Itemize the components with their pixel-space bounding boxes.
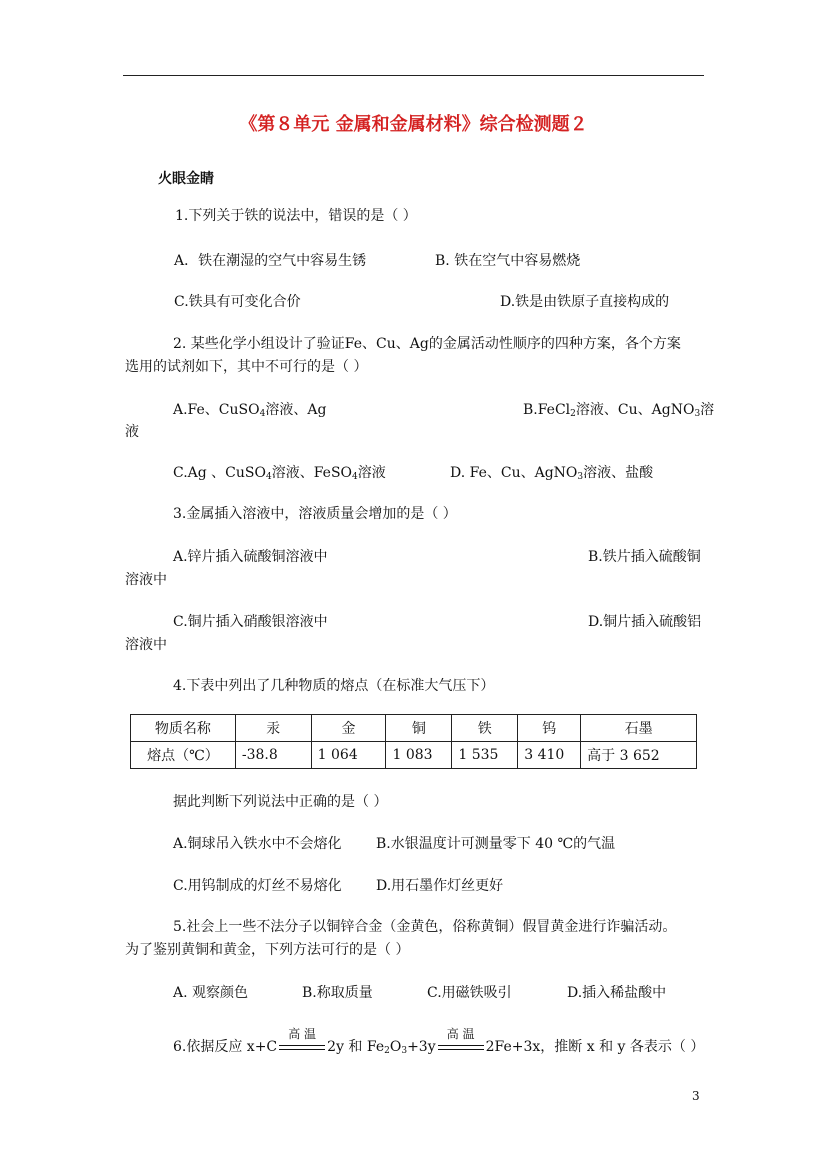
table-header-cell: 物质名称: [131, 715, 236, 742]
table-header-cell: 汞: [235, 715, 311, 742]
q4-option-a: A.铜球吊入铁水中不会熔化: [173, 836, 342, 852]
table-cell: -38.8: [235, 742, 311, 769]
header-rule: [123, 75, 704, 76]
table-cell: 1 064: [311, 742, 386, 769]
table-header-cell: 钨: [518, 715, 581, 742]
page-title: 《第８单元 金属和金属材料》综合检测题２: [239, 114, 588, 135]
q3-stem: 3.金属插入溶液中，溶液质量会增加的是（ ）: [173, 506, 457, 522]
q2-option-a: A.Fe、CuSO$_4$溶液、Ag: [173, 402, 327, 419]
q3-option-b: B.铁片插入硫酸铜: [588, 549, 701, 565]
table-cell: 1 535: [452, 742, 518, 769]
q2-option-d: D. Fe、Cu、AgNO$_3$溶液、盐酸: [450, 465, 654, 482]
table-row-label: 熔点（℃）: [131, 742, 236, 769]
q3-option-c: C.铜片插入硝酸银溶液中: [173, 614, 328, 630]
table-header-cell: 石墨: [581, 715, 697, 742]
reaction-condition-2: 高 温: [436, 1038, 486, 1056]
q4-option-d: D.用石墨作灯丝更好: [376, 878, 504, 894]
q2-option-c: C.Ag 、CuSO$_4$溶液、FeSO$_4$溶液: [173, 465, 386, 482]
table-cell: 3 410: [518, 742, 581, 769]
q2-option-b-wrap: 液: [125, 424, 139, 440]
q5-stem-line2: 为了鉴别黄铜和黄金，下列方法可行的是（ ）: [125, 942, 410, 958]
q2-stem-line1: 2. 某些化学小组设计了验证Fe、Cu、Ag的金属活动性顺序的四种方案，各个方案: [173, 336, 681, 352]
section-heading: 火眼金睛: [158, 171, 214, 187]
reaction-condition-1: 高 温: [277, 1038, 327, 1056]
q1-option-a: A．铁在潮湿的空气中容易生锈: [174, 253, 367, 269]
table-cell: 1 083: [386, 742, 452, 769]
q2-stem-line2: 选用的试剂如下，其中不可行的是（ ）: [125, 359, 368, 375]
q2-option-b: B.FeCl$_2$溶液、Cu、AgNO$_3$溶: [523, 402, 715, 419]
page-number: 3: [692, 1089, 700, 1103]
q5-option-a: A. 观察颜色: [173, 985, 249, 1001]
q1-option-b: B. 铁在空气中容易燃烧: [435, 253, 581, 269]
q3-option-d-wrap: 溶液中: [125, 637, 167, 653]
table-header-cell: 金: [311, 715, 386, 742]
table-header-cell: 铜: [386, 715, 452, 742]
q5-stem-line1: 5.社会上一些不法分子以铜锌合金（金黄色，俗称黄铜）假冒黄金进行诈骗活动。: [173, 919, 677, 935]
q1-option-d: D.铁是由铁原子直接构成的: [500, 294, 670, 310]
q3-option-a: A.锌片插入硫酸铜溶液中: [173, 549, 328, 565]
q5-option-d: D.插入稀盐酸中: [567, 985, 667, 1001]
melting-point-table: [130, 714, 697, 769]
q3-option-d: D.铜片插入硫酸铝: [588, 614, 702, 630]
table-row: [131, 742, 697, 769]
q5-option-c: C.用磁铁吸引: [427, 985, 512, 1001]
q3-option-b-wrap: 溶液中: [125, 572, 167, 588]
table-header-row: [131, 715, 697, 742]
q6-stem: 6.依据反应 x+C 高 温 2y 和 $Fe_2O_3+3y$ 高 温 2Fe+3x，推断 x 和 y 各表示（ ）: [173, 1027, 705, 1056]
q4-prompt: 据此判断下列说法中正确的是（ ）: [173, 794, 388, 810]
table-cell: 高于 3 652: [581, 742, 697, 769]
q5-option-b: B.称取质量: [302, 985, 373, 1001]
q4-stem: 4.下表中列出了几种物质的熔点（在标准大气压下）: [173, 678, 495, 694]
table-header-cell: 铁: [452, 715, 518, 742]
q1-option-c: C.铁具有可变化合价: [174, 294, 301, 310]
q4-option-b: B.水银温度计可测量零下 40 ℃的气温: [376, 836, 616, 852]
q1-stem: 1.下列关于铁的说法中，错误的是（ ）: [175, 208, 417, 224]
q4-option-c: C.用钨制成的灯丝不易熔化: [173, 878, 342, 894]
